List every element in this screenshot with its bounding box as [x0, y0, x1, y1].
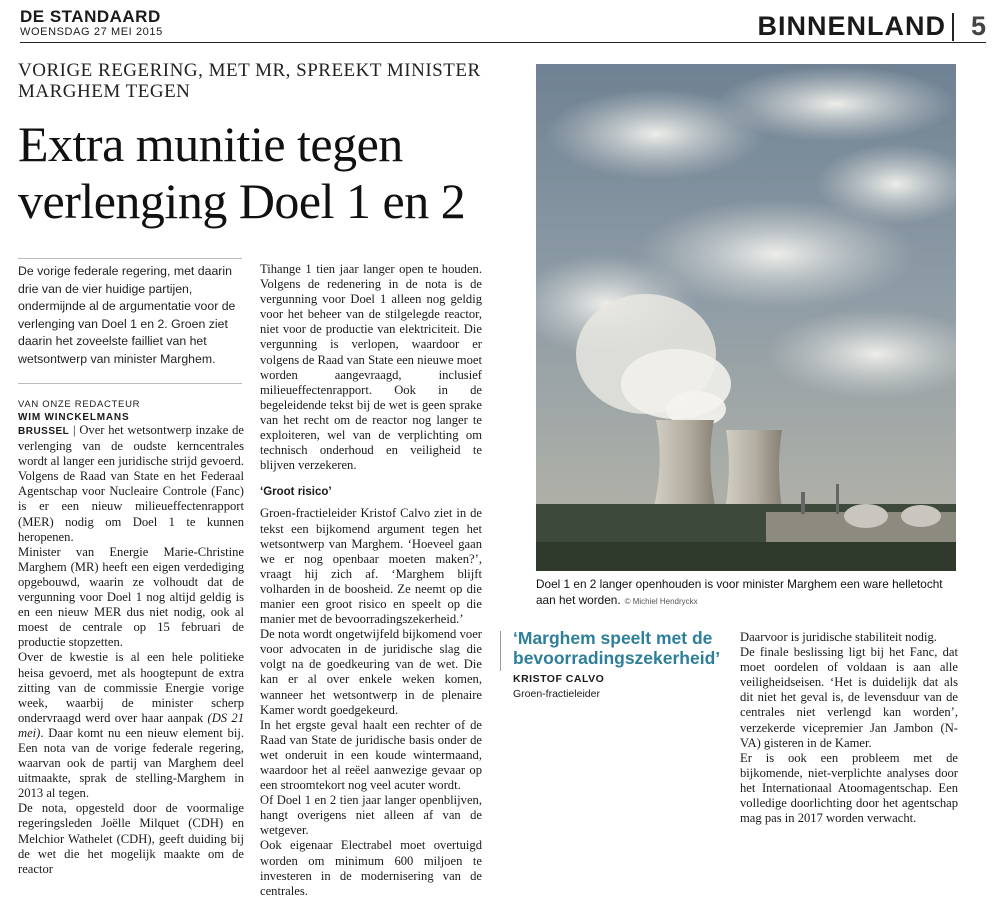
paragraph: In het ergste geval haalt een rechter of de Raad van State de juridische basis onder de wet onderuit in een koude wintermaand, waardoor het al reëel aanwezige gevaar op een stroomtekort nog veel acuter wordt.: [260, 717, 482, 793]
paragraph: [18, 650, 244, 801]
masthead: [20, 7, 986, 43]
quote-author: KRISTOF CALVO: [513, 673, 605, 685]
paragraph-text: . Daar komt nu een nieuw element bij. Een nota van de vorige federale regering, waarvan ook de partij van Marghem deel uitmaakte, sprak de stelling-Marghem in 2013 al tegen.: [18, 725, 244, 801]
paragraph: Ook eigenaar Electrabel moet overtuigd worden om minimum 600 miljoen te investeren in de modernisering van de centrales.: [260, 838, 482, 898]
byline-name: WIM WINCKELMANS: [18, 412, 130, 423]
paragraph: [18, 423, 244, 545]
paragraph: Tihange 1 tien jaar langer open te houden. Volgens de redenering in de nota is de vergunning voor Doel 1 alleen nog geldig voor het beheer van de stilgelegde reactor, niet voor de productie van elektriciteit. Die vergunning is verlopen, waardoor er volgens de Raad van State een nieuwe moet worden aangevraagd, inclusief milieueffectenrapport. Ook in de begeleidende tekst bij de wet is geen sprake van het recht om de reactor nog langer te exploiteren, wel van de verplichting om technisch onderhoud en veiligheid te blijven verzekeren.: [260, 262, 482, 473]
issue-date: WOENSDAG 27 MEI 2015: [20, 26, 163, 38]
quote-author-role: Groen-fractieleider: [513, 688, 600, 700]
paragraph: Groen-fractieleider Kristof Calvo ziet in de tekst een bijkomend argument tegen het wetsontwerp van Marghem. ‘Hoeveel gaan we er nog openbaar moeten maken?’, vraagt hij zich af. ‘Marghem blijft volharden in de boosheid. Ze neemt op die manier een groot risico en speelt op die manier met de bevoorradingszekerheid.’: [260, 506, 482, 627]
lead-bottom-rule: [18, 383, 242, 384]
page-number: 5: [970, 11, 986, 41]
quote-bar: [500, 631, 501, 671]
subheading: ‘Groot risico’: [260, 486, 332, 499]
newspaper-name: DE STANDAARD: [20, 7, 161, 26]
article-column-3: [740, 630, 958, 826]
dateline: BRUSSEL: [18, 426, 70, 437]
article-lead: De vorige federale regering, met daarin drie van de vier huidige partijen, ondermijnde al de argumentatie voor de verlenging van Doel 1 en 2. Groen ziet daarin het zoveelste failliet van het wetsontwerp van minister Marghem.: [18, 264, 236, 366]
byline-label: VAN ONZE REDACTEUR: [18, 399, 141, 410]
article-kicker: VORIGE REGERING, MET MR, SPREEKT MINISTER MARGHEM TEGEN: [18, 60, 481, 102]
photo-illustration: [536, 64, 956, 571]
photo-credit: © Michiel Hendryckx: [624, 597, 698, 606]
article-column-1: [18, 423, 244, 877]
paragraph: Of Doel 1 en 2 tien jaar langer openblijven, hangt overigens niet alleen af van de wetgever.: [260, 793, 482, 838]
article-column-2: [260, 262, 482, 899]
paragraph: Er is ook een probleem met de bijkomende, niet-verplichte analyses door het Internationaal Atoomagentschap. Een volledige doorlichting door het agentschap mag pas in 2017 worden verwacht.: [740, 750, 958, 826]
caption-text: Doel 1 en 2 langer openhouden is voor minister Marghem een ware helletocht aan het worden.: [536, 577, 943, 607]
lead-top-rule: [18, 258, 242, 259]
nuclear-plant-photo: [536, 64, 956, 571]
paragraph: De nota wordt ongetwijfeld bijkomend voer voor advocaten in de juridische slag die volgt na de goedkeuring van de wet. Die kan er al over enkele weken komen, wanneer het wetsontwerp in de plenaire Kamer wordt goedgekeurd.: [260, 627, 482, 717]
paragraph: Minister van Energie Marie-Christine Marghem (MR) heeft een eigen verdediging opgebouwd, waarin ze volhoudt dat de vergunning voor Doel 1 nog altijd geldig is en een nieuw MER dus niet nodig, ook al moest de centrale op 15 februari de productie stopzetten.: [18, 544, 244, 650]
paragraph-text: Over de kwestie is al een hele politieke heisa gevoerd, met als hoogtepunt de extra zitting van de commissie Energie vorige week, waarbij de minister scherp ondervraagd werd over haar aanpak: [18, 650, 244, 725]
paragraph-text: | Over het wetsontwerp inzake de verlenging van de oudste kerncentrales wordt al langer een juridische strijd gevoerd. Volgens de Raad van State en het Federaal Agentschap voor Nucleaire Controle (Fanc) is er een nieuw milieueffectenrapport (MER) nodig om Doel 1 te kunnen heropenen.: [18, 423, 244, 544]
article-headline: Extra munitie tegen verlenging Doel 1 en 2: [18, 116, 466, 229]
citation: (DS 21 mei): [18, 710, 245, 740]
section-title: BINNENLAND: [757, 11, 946, 41]
photo-caption: [536, 576, 956, 610]
paragraph: De finale beslissing ligt bij het Fanc, dat moet oordelen of voldaan is aan alle veiligheidseisen. ‘Het is duidelijk dat als dit niet het geval is, de levensduur van de centrales niet verlengd kan worden’, verzekerde vicepremier Jan Jambon (N-VA) gisteren in de Kamer.: [740, 645, 958, 750]
section-divider: [952, 13, 954, 41]
pull-quote: ‘Marghem speelt met de bevoorradingszekerheid’: [513, 628, 721, 668]
paragraph: Daarvoor is juridische stabiliteit nodig.: [740, 630, 937, 644]
paragraph: De nota, opgesteld door de voormalige regeringsleden Joëlle Milquet (CDH) en Melchior Wathelet (CDH), geeft duiding bij de wet die het mogelijk maakte om de reactor: [18, 801, 244, 876]
